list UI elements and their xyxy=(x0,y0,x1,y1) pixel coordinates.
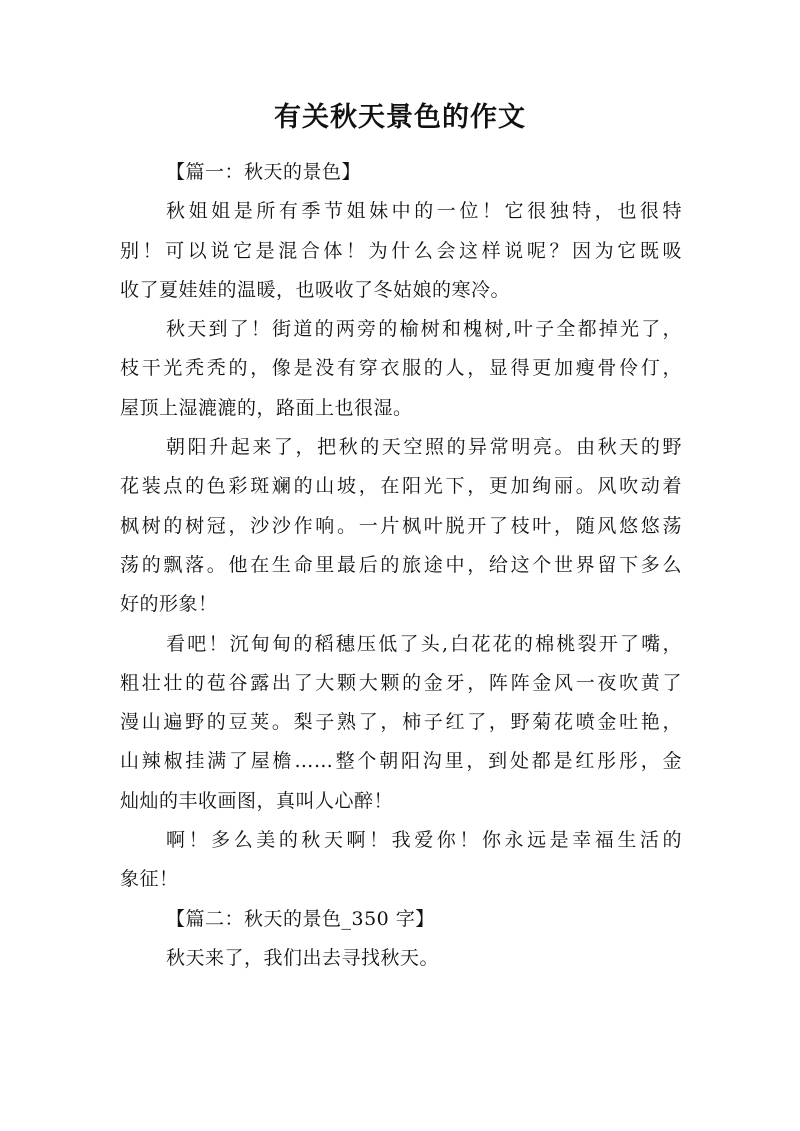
text-line: 秋姐姐是所有季节姐妹中的一位！它很独特，也很特 xyxy=(166,200,682,223)
text-line: 【篇二：秋天的景色_350 字】 xyxy=(166,907,435,930)
text-line: 枫树的树冠，沙沙作响。一片枫叶脱开了枝叶，随风悠悠荡 xyxy=(120,514,682,537)
text-line: 秋天到了！街道的两旁的榆树和槐树,叶子全都掉光了， xyxy=(166,318,682,341)
text-line: 好的形象！ xyxy=(120,593,218,616)
text-line: 荡的飘落。他在生命里最后的旅途中，给这个世界留下多么 xyxy=(120,553,682,576)
text-line: 看吧！沉甸甸的稻穗压低了头,白花花的棉桃裂开了嘴， xyxy=(166,632,682,655)
text-line: 粗壮壮的苞谷露出了大颗大颗的金牙，阵阵金风一夜吹黄了 xyxy=(120,671,682,694)
text-line: 别！可以说它是混合体！为什么会这样说呢？因为它既吸 xyxy=(120,239,682,262)
text-line: 花装点的色彩斑斓的山坡，在阳光下，更加绚丽。风吹动着 xyxy=(120,475,682,498)
text-line: 收了夏娃娃的温暖，也吸收了冬姑娘的寒冷。 xyxy=(120,278,511,301)
text-line: 【篇一：秋天的景色】 xyxy=(166,161,362,183)
text-line: 秋天来了，我们出去寻找秋天。 xyxy=(166,946,440,969)
text-line: 屋顶上湿漉漉的，路面上也很湿。 xyxy=(120,396,413,419)
document-body xyxy=(120,153,682,978)
document-title: 有关秋天景色的作文 xyxy=(274,102,526,133)
text-line: 灿灿的丰收画图，真叫人心醉！ xyxy=(120,789,394,812)
text-line: 象征！ xyxy=(120,868,179,891)
text-line: 朝阳升起来了，把秋的天空照的异常明亮。由秋天的野 xyxy=(166,436,682,459)
text-line: 山辣椒挂满了屋檐……整个朝阳沟里，到处都是红彤彤，金 xyxy=(120,750,682,773)
text-line: 枝干光秃秃的，像是没有穿衣服的人，显得更加瘦骨伶仃， xyxy=(120,357,682,380)
text-line: 啊！多么美的秋天啊！我爱你！你永远是幸福生活的 xyxy=(166,829,682,852)
text-line: 漫山遍野的豆荚。梨子熟了，柿子红了，野菊花喷金吐艳， xyxy=(120,711,682,734)
